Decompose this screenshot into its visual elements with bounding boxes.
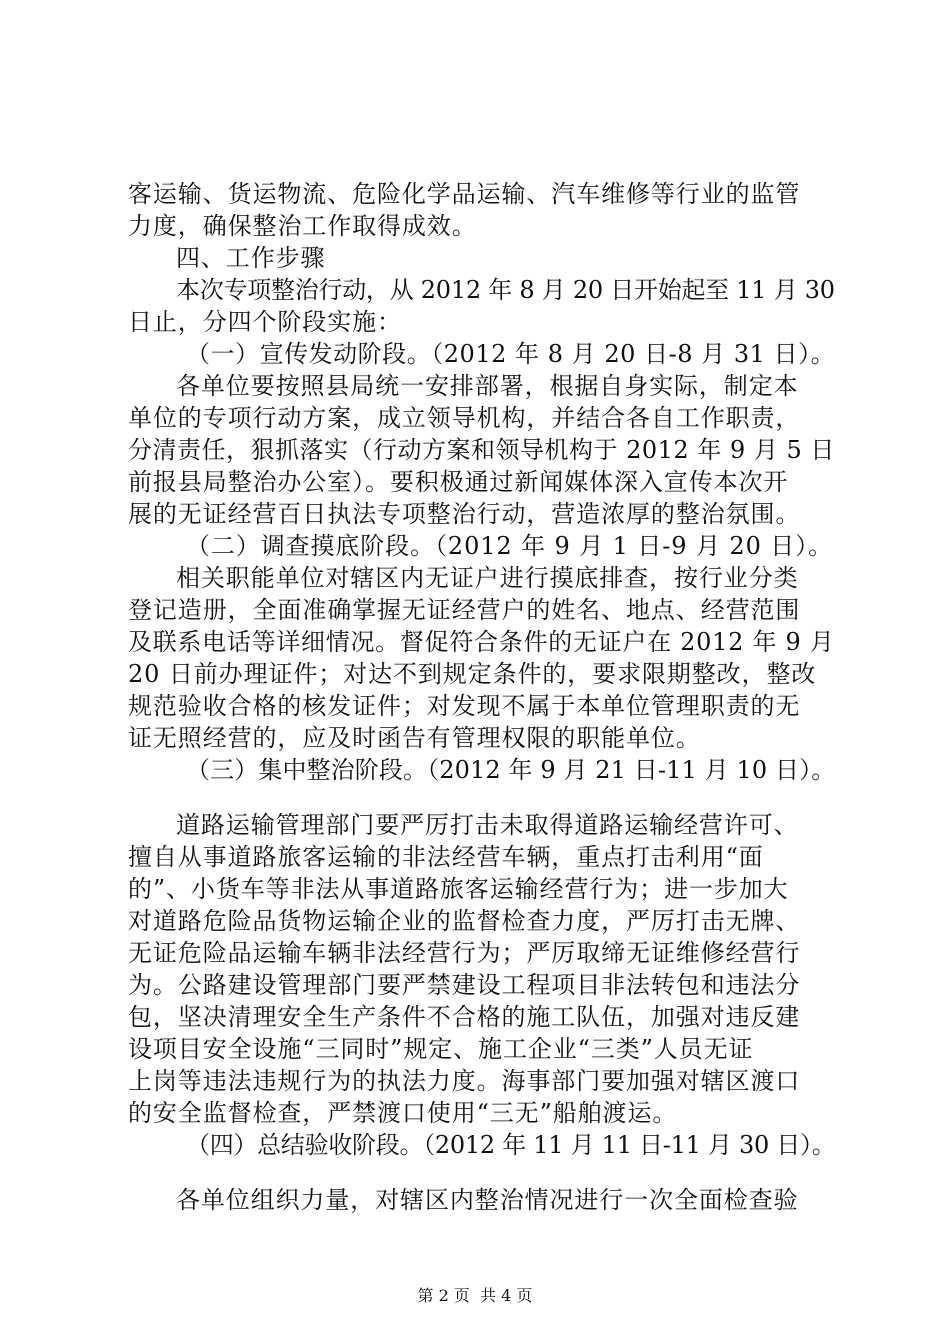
body-text-line: 前报县局整治办公室）。要积极通过新闻媒体深入宣传本次开 xyxy=(128,468,789,496)
body-text-line: 上岗等违法违规行为的执法力度。海事部门要加强对辖区渡口 xyxy=(128,1067,801,1095)
body-text-line: 力度，确保整治工作取得成效。 xyxy=(128,212,477,240)
stage-heading: （二）调查摸底阶段。（2012 年 9 月 1 日-9 月 20 日）。 xyxy=(186,532,833,560)
body-text-line: 的”、小货车等非法从事道路旅客运输经营行为；进一步加大 xyxy=(128,875,789,903)
body-text-line: 规范验收合格的核发证件；对发现不属于本单位管理职责的无 xyxy=(128,692,801,720)
body-text-line: 客运输、货运物流、危险化学品运输、汽车维修等行业的监管 xyxy=(128,180,801,208)
stage-heading: （一）宣传发动阶段。（2012 年 8 月 20 日-8 月 31 日）。 xyxy=(186,340,836,368)
body-text-line: 证无照经营的，应及时函告有管理权限的职能单位。 xyxy=(128,724,701,752)
body-text-line: 包，坚决清理安全生产条件不合格的施工队伍，加强对违反建 xyxy=(128,1003,801,1031)
body-text-line: 展的无证经营百日执法专项整治行动，营造浓厚的整治氛围。 xyxy=(128,500,801,528)
section-heading: 四、工作步骤 xyxy=(176,244,326,272)
body-text-line: 设项目安全设施“三同时”规定、施工企业“三类”人员无证 xyxy=(128,1035,754,1063)
body-text-line: 本次专项整治行动，从 2012 年 8 月 20 日开始起至 11 月 30 xyxy=(176,276,835,304)
body-text-line: 各单位要按照县局统一安排部署，根据自身实际，制定本 xyxy=(176,372,799,400)
body-text-line: 的安全监督检查，严禁渡口使用“三无”船舶渡运。 xyxy=(128,1099,678,1127)
body-text-line: 登记造册，全面准确掌握无证经营户的姓名、地点、经营范围 xyxy=(128,596,801,624)
body-text-line: 无证危险品运输车辆非法经营行为；严厉取缔无证维修经营行 xyxy=(128,939,801,967)
page-number-footer: 第 2 页 共 4 页 xyxy=(417,1286,533,1305)
stage-heading: （三）集中整治阶段。（2012 年 9 月 21 日-11 月 10 日）。 xyxy=(186,756,836,784)
body-text-line: 20 日前办理证件；对达不到规定条件的，要求限期整改，整改 xyxy=(128,660,817,688)
body-text-line: 分清责任，狠抓落实（行动方案和领导机构于 2012 年 9 月 5 日 xyxy=(128,436,835,464)
body-text-line: 及联系电话等详细情况。督促符合条件的无证户在 2012 年 9 月 xyxy=(128,628,835,656)
body-text-line: 日止，分四个阶段实施： xyxy=(128,308,402,336)
body-text-line: 相关职能单位对辖区内无证户进行摸底排查，按行业分类 xyxy=(176,564,799,592)
body-text-line: 擅自从事道路旅客运输的非法经营车辆，重点打击利用“面 xyxy=(128,843,764,871)
stage-heading: （四）总结验收阶段。（2012 年 11 月 11 日-11 月 30 日）。 xyxy=(186,1131,836,1159)
body-text-line: 道路运输管理部门要严厉打击未取得道路运输经营许可、 xyxy=(176,811,799,839)
body-text-line: 对道路危险品货物运输企业的监督检查力度，严厉打击无牌、 xyxy=(128,907,801,935)
body-text-line: 各单位组织力量，对辖区内整治情况进行一次全面检查验 xyxy=(176,1186,799,1214)
body-text-line: 为。公路建设管理部门要严禁建设工程项目非法转包和违法分 xyxy=(128,971,801,999)
body-text-line: 单位的专项行动方案，成立领导机构，并结合各自工作职责， xyxy=(128,404,801,432)
